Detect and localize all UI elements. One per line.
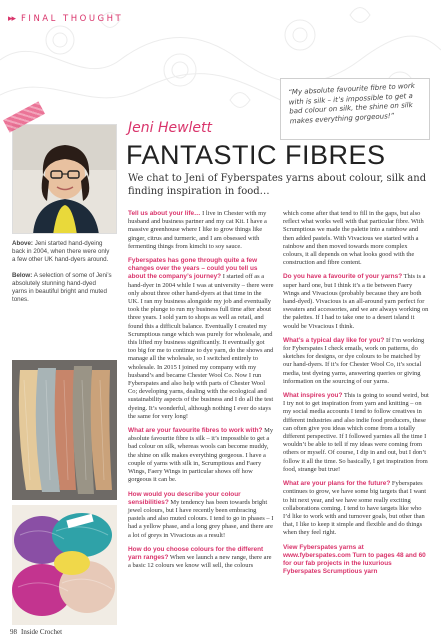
question: How do you choose colours for the different yarn ranges? — [128, 545, 264, 561]
answer: My absolute favourite fibre is silk – it’s impossible to get a bad colour on silk, whereas wools can become muddy, the shine on silk makes everything gorgeous. I have a couple of yarns with silk in, Scrumptious and Faery Wings, Faery Wings in particular shows off how gorgeous it can be. — [128, 427, 274, 484]
answer: I live in Chester with my husband and business partner and my cat Kit. I have a massive greenhouse where I like to grow things like ginger, citrus and turmeric, and I am obsessed with fermenting things from kimchi to soy sauce. — [128, 210, 267, 250]
caption-below-label: Below: — [12, 272, 33, 279]
answer: I started off as a hand-dyer in 2004 while I was at university – there were only about three other hand-dyers at that time in the UK. I ran my business alongside my job and eventually took the plunge to run my business full time after about three years. I sold yarn to shops as well as retail, and found this a difficult balance. Eventually I created my Scrumptious range which was purely for wholesale, and this lifted my business significantly. It eventually got too big for me to continue to dye yarn, do the shows and manage all the wholesale, so I switched entirely to wholesale. In 2015 I joined my company with my husband’s and became Chester Wool Co. Now I run Fyberspates and also help with parts of Chester Wool Co; developing yarns, dealing with the ecological and sustainability aspects of the business and I do all the test dyeing. It’s wonderful, although nothing I ever do stays the same for very long! — [128, 273, 274, 420]
magazine-title: Inside Crochet — [21, 628, 63, 636]
question: What inspires you? — [283, 392, 343, 400]
question: Do you have a favourite of your yarns? — [283, 273, 403, 281]
caption-below-text: A selection of some of Jeni’s absolutely stunning hand-dyed yarns in beautiful bright and muted tones. — [12, 272, 112, 303]
question: What are your plans for the future? — [283, 480, 391, 488]
question: What are your favourite fibres to work with? — [128, 427, 263, 435]
answer: My tendency has been towards bright jewel colours, but I have recently been embracing pastels and also muted colours. I tend to go in phases – I had a yellow phase, and a long grey phase, and there are a lot of greys in Vivacious as a result! — [128, 498, 274, 539]
question: How would you describe your colour sensibilities? — [128, 490, 241, 506]
paragraph — [283, 210, 429, 267]
caption-above-text: Jeni started hand-dyeing back in 2004, when there were only a few other UK hand-dyers around. — [12, 240, 110, 263]
article-column-1 — [128, 210, 274, 576]
colourful-yarn-illustration-icon — [12, 505, 117, 625]
section-label: FINAL THOUGHT — [21, 14, 124, 24]
paragraph — [283, 273, 429, 330]
answer: which come after that tend to fill in the gaps, but also reflect what works well with that particular fibre. With Scrumptious we made the palette into a rainbow and then added pastels. With Vivacious we started with a rainbow and then moved towards more complex colours, it all depends on what looks good with the construction and fibre content. — [283, 210, 424, 267]
paragraph — [128, 546, 274, 571]
answer: If I’m working for Fyberspates I check emails, work on patterns, do sketches for designs, or dye colours to be matched by our hand-dyers. If it’s for Chester Wool Co, it’s social media, test dyeing yarns, answering queries or giving information on the sourcing of our yarns. — [283, 336, 425, 385]
page-number: 98 — [10, 628, 17, 636]
pull-quote-text: “My absolute favourite fibre to work with is silk – it’s impossible to get a bad colour on silk, the shine on silk makes everything gorgeous!” — [288, 81, 415, 125]
answer: When we launch a new range, there are a basic 12 colours we know will sell, the colours — [128, 553, 272, 570]
paragraph — [128, 210, 274, 251]
paragraph — [283, 337, 429, 386]
yarn-photo-1 — [12, 360, 117, 500]
page-title: FANTASTIC FIBRES — [126, 140, 386, 170]
question: What’s a typical day like for you? — [283, 336, 385, 344]
caption-above — [12, 240, 112, 264]
paragraph — [128, 257, 274, 421]
answer: This is going to sound weird, but I try not to get inspiration from yarn and knitting – on my social media accounts I tend to follow creatives in different industries and also indie food producers, these can often give you ideas which come from a totally different perspective. If I followed yarnies all the time I wouldn’t be able to tell if my ideas were coming from others or myself. Of course, I dip in and out, but I don’t follow it all the time. So basically, I get inspiration from food, strange but true! — [283, 392, 429, 473]
paragraph — [128, 491, 274, 540]
double-arrow-icon: ▸▸ — [8, 14, 16, 24]
page-folio — [10, 628, 62, 636]
caption-below — [12, 272, 112, 304]
article-column-2 — [283, 210, 429, 582]
caption-above-label: Above: — [12, 240, 33, 247]
yarn-photo-2 — [12, 505, 117, 625]
answer: Fyberspates continues to grow, we have some big targets that I want to hit next year, and we have some really exciting collaborations coming. I tend to have targets like who I’d like to work with and turnover goals, but other than that, I like to keep it simple and flexible and do things when they feel right. — [283, 480, 427, 537]
section-header — [8, 14, 123, 24]
yarn-skeins-illustration-icon — [12, 360, 117, 500]
standfirst: We chat to Jeni of Fyberspates yarns about colour, silk and finding inspiration in food… — [128, 173, 427, 197]
paragraph — [128, 427, 274, 484]
question: Tell us about your life… — [128, 210, 201, 217]
paragraph — [283, 392, 429, 474]
answer: This is a super hard one, but I think it’s a tie between Faery Wings and Vivacious (probably because they are both hand-dyed). Vivacious is an all-around yarn perfect for sweaters and accessories, and we are always working on the palettes. If I had to take one to a desert island it would be Vivacious I think. — [283, 273, 429, 330]
final-note: View Fyberspates yarns at www.fyberspates.com Turn to pages 48 and 60 for our fab projects in the luxurious Fyberspates Scrumptious yarn — [283, 543, 426, 576]
author-name: Jeni Hewlett — [128, 120, 213, 136]
portrait-photo — [12, 124, 117, 234]
pull-quote — [280, 78, 430, 140]
portrait-illustration-icon — [13, 125, 117, 234]
question: Fyberspates has gone through quite a few changes over the years – could you tell us about the company’s journey? — [128, 257, 258, 281]
paragraph — [283, 480, 429, 537]
